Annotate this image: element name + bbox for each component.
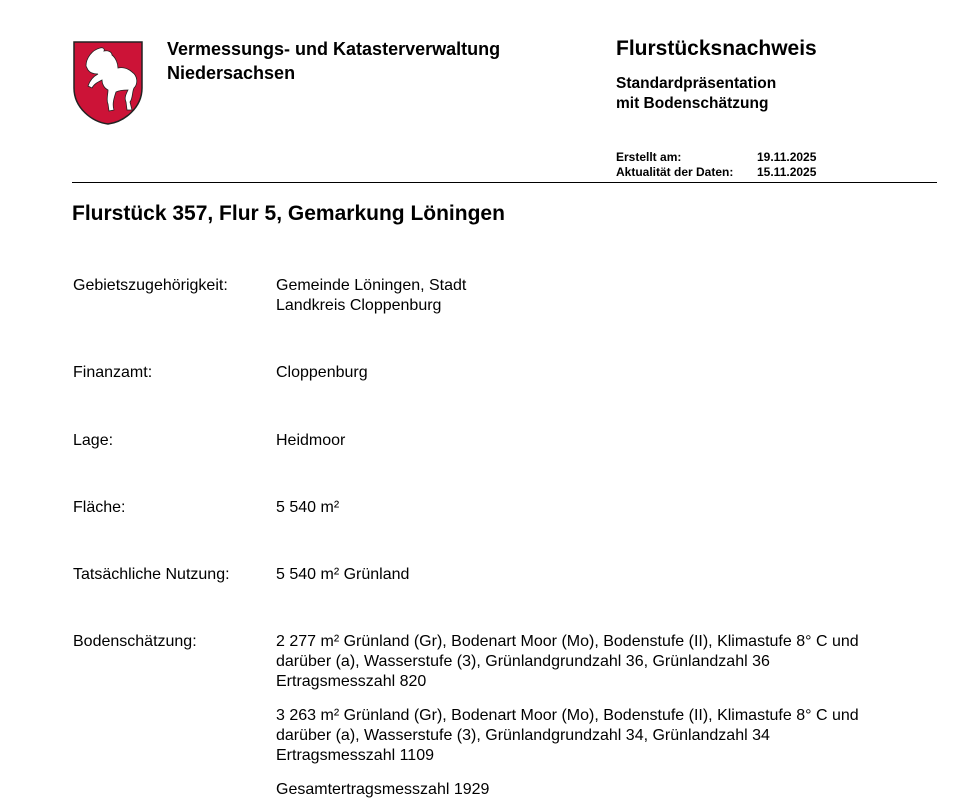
area-value: 5 540 m² [276,499,340,516]
soil-entry-1-line-3: Ertragsmesszahl 820 [276,673,427,690]
soil-valuation-total: Gesamtertragsmesszahl 1929 [276,781,490,798]
document-meta [616,150,816,180]
usage-value: 5 540 m² Grünland [276,566,410,583]
location-value: Heidmoor [276,432,346,449]
created-value: 19.11.2025 [757,150,817,164]
soil-entry-1-line-1: 2 277 m² Grünland (Gr), Bodenart Moor (Mo), Bodenstufe (II), Klimastufe 8° C und [276,633,859,650]
data-date-label: Aktualität der Daten: [616,165,734,179]
document-subtitle-line-2: mit Bodenschätzung [616,95,769,112]
area-label: Fläche: [73,499,126,516]
header-divider [72,182,937,183]
tax-office-label: Finanzamt: [73,364,153,381]
organization-line-1: Vermessungs- und Katasterverwaltung [167,39,501,59]
soil-valuation-entry [276,632,916,692]
soil-valuation-entry [276,706,916,766]
data-date-value: 15.11.2025 [757,165,817,179]
soil-valuation-label: Bodenschätzung: [73,633,197,650]
area-membership-line-2: Landkreis Cloppenburg [276,297,442,314]
soil-entry-2-line-1: 3 263 m² Grünland (Gr), Bodenart Moor (Mo), Bodenstufe (II), Klimastufe 8° C und [276,707,859,724]
created-row [616,150,816,165]
document-subtitle [616,74,776,114]
data-date-row [616,165,816,180]
document-subtitle-line-1: Standardpräsentation [616,75,777,92]
area-membership-value [276,276,916,316]
parcel-heading: Flurstück 357, Flur 5, Gemarkung Löningen [72,202,505,225]
document-title: Flurstücksnachweis [616,37,817,60]
soil-entry-2-line-3: Ertragsmesszahl 1109 [276,747,434,764]
created-label: Erstellt am: [616,150,682,164]
soil-entry-1-line-2: darüber (a), Wasserstufe (3), Grünlandgrundzahl 36, Grünlandzahl 36 [276,653,770,670]
location-label: Lage: [73,432,114,449]
organization-line-2: Niedersachsen [167,63,296,83]
soil-valuation-value [276,632,916,800]
organization-name [167,37,500,85]
soil-entry-2-line-2: darüber (a), Wasserstufe (3), Grünlandgrundzahl 34, Grünlandzahl 34 [276,727,770,744]
area-membership-line-1: Gemeinde Löningen, Stadt [276,277,467,294]
niedersachsen-coat-of-arms-icon [72,40,144,126]
area-membership-label: Gebietszugehörigkeit: [73,277,228,294]
tax-office-value: Cloppenburg [276,364,368,381]
usage-label: Tatsächliche Nutzung: [73,566,230,583]
